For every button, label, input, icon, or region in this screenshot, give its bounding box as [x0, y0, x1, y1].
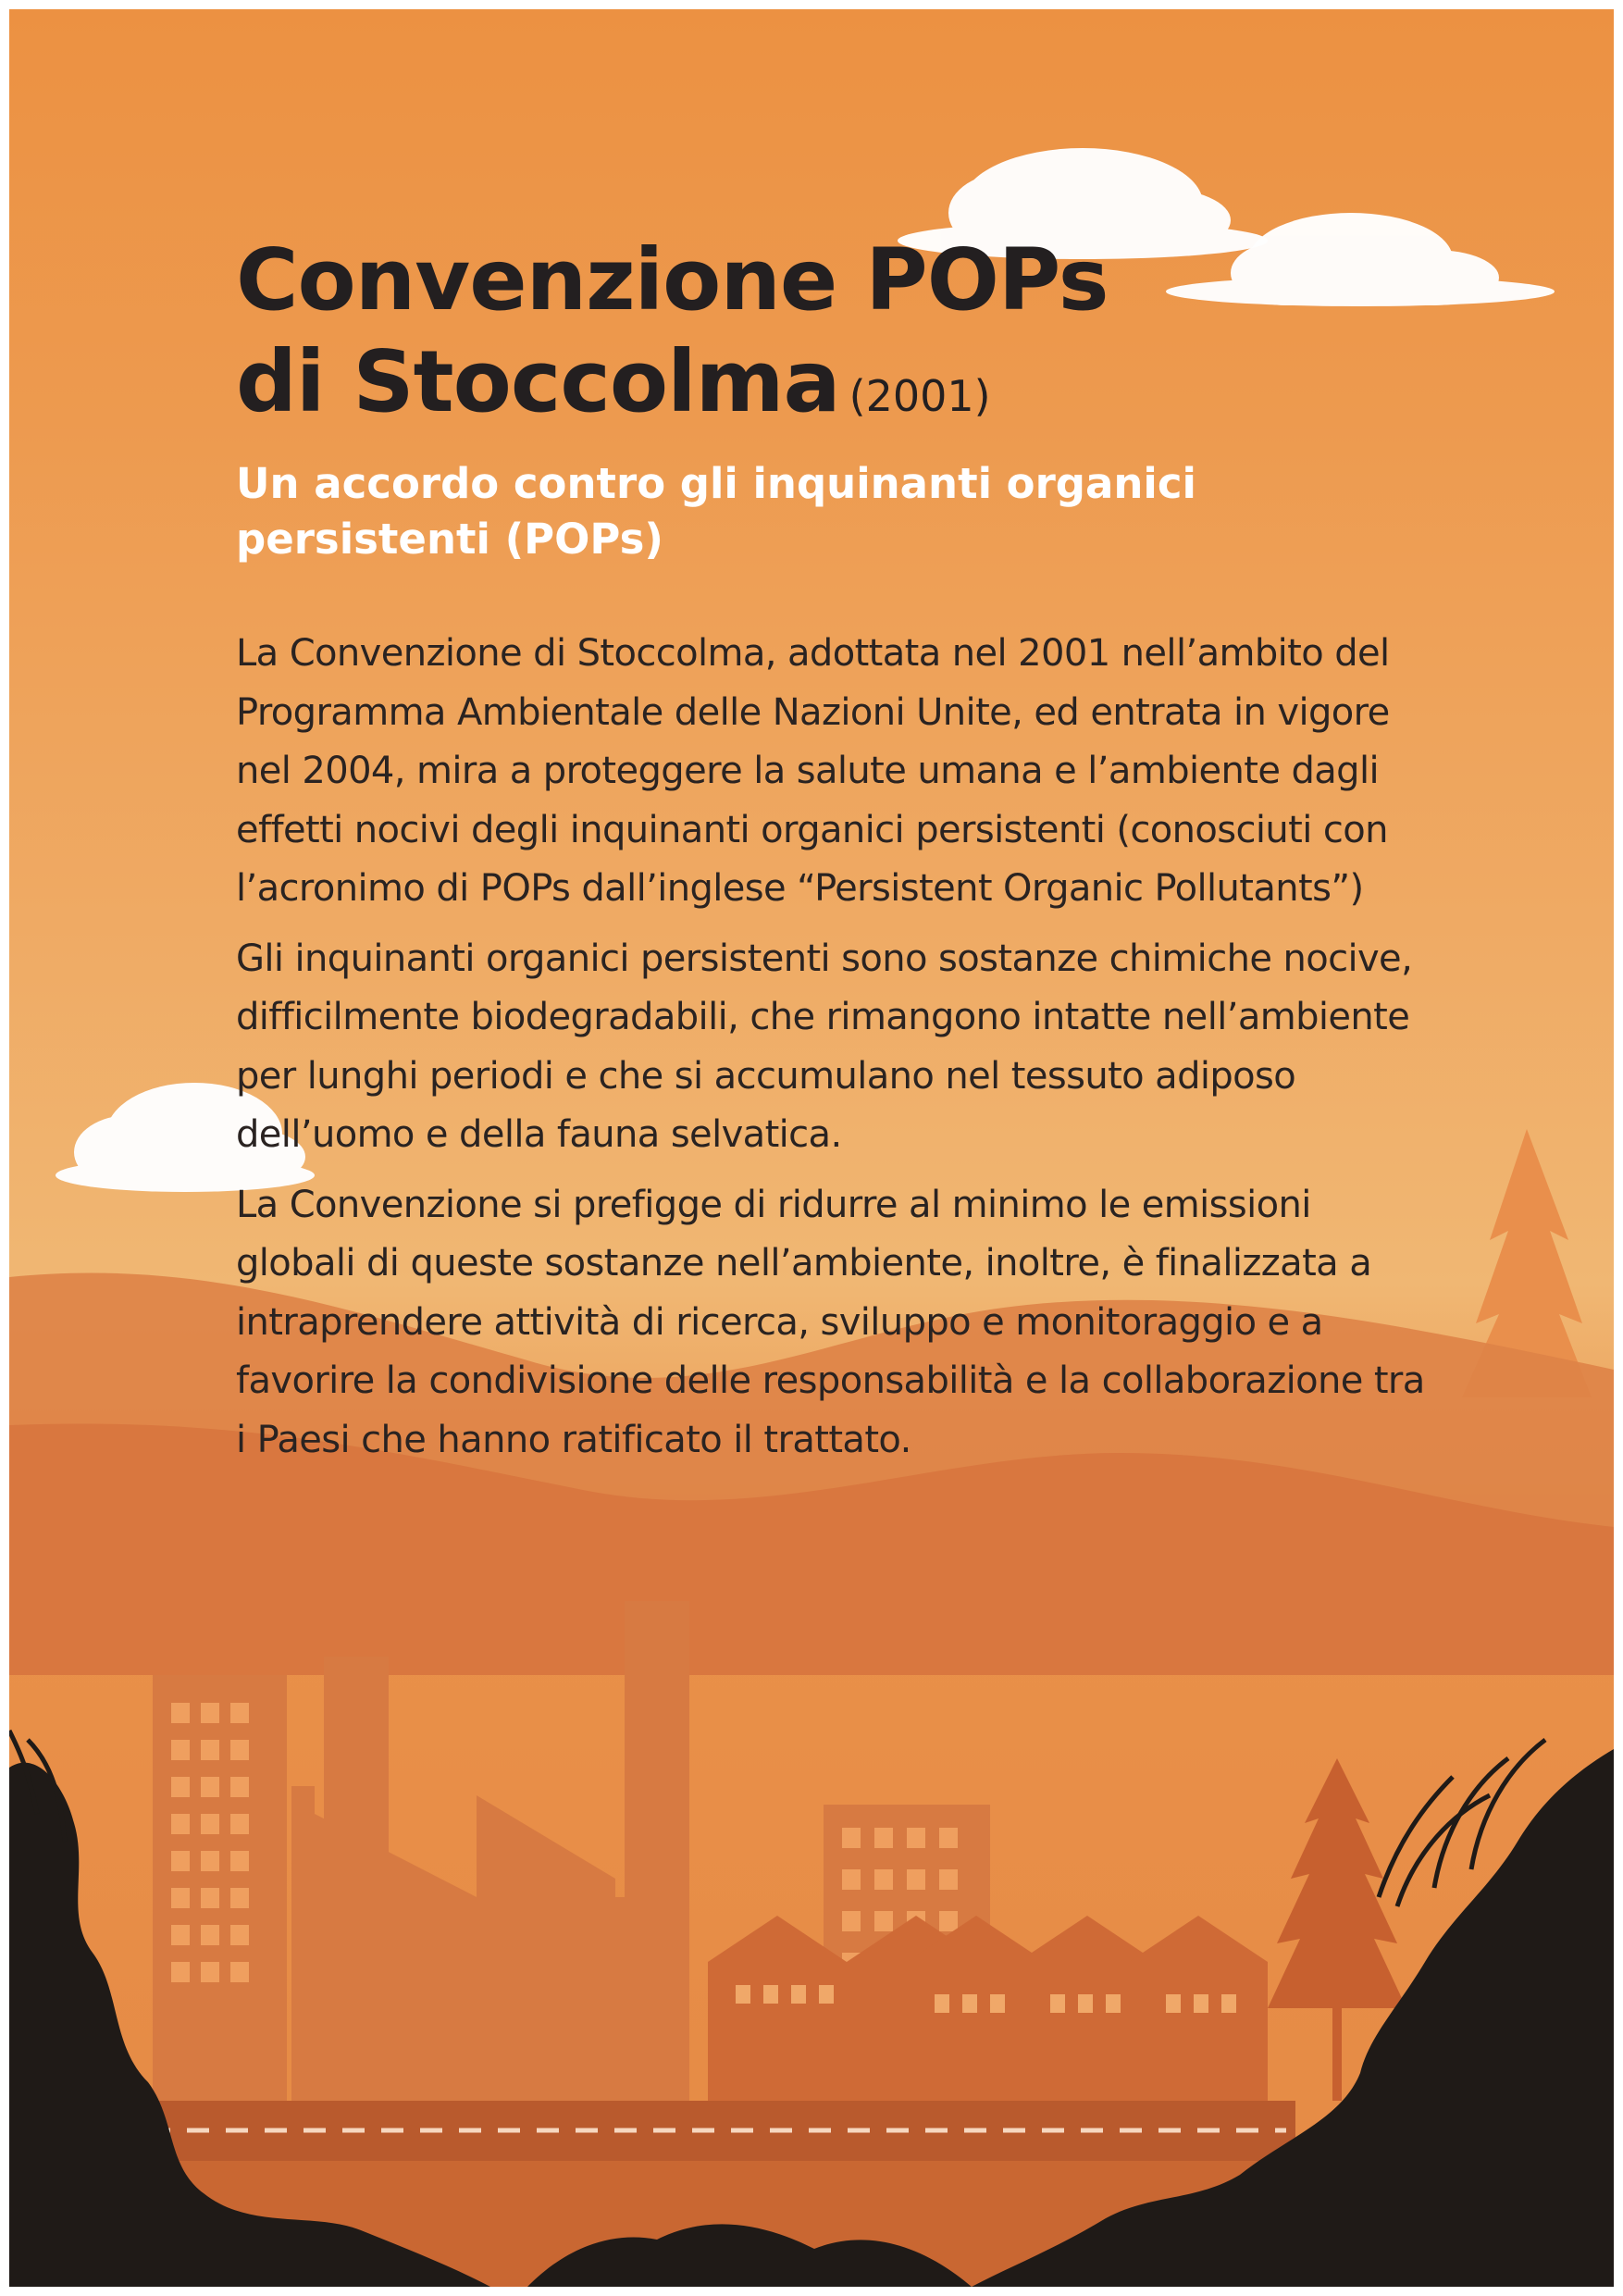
paragraph-goals: La Convenzione si prefigge di ridurre al minimo le emissioni globali di queste sostanze nell’ambiente, inoltre, è finalizzata a intraprendere attività di ricerca, sviluppo e monitoraggio e a favorire la condivisione delle responsabilità e la collaborazione tra i Paesi che hanno ratificato il trattato.: [236, 1183, 1425, 1461]
poster: [9, 9, 1614, 2287]
title-line-1: Convenzione POPs: [236, 230, 1109, 329]
paragraph-intro: La Convenzione di Stoccolma, adottata nel 2001 nell’ambito del Programma Ambientale delle Nazioni Unite, ed entrata in vigore nel 2004, mira a proteggere la salute umana e l’ambiente dagli effetti nocivi degli inquinanti organici persistenti (conosciuti con l’acronimo di POPs dall’inglese “Persistent Organic Pollutants”): [236, 632, 1390, 910]
page-title: [236, 230, 1430, 447]
title-line-2: [236, 331, 1430, 447]
subtitle: Un accordo contro gli inquinanti organici persistenti (POPs): [236, 459, 1196, 564]
paragraph-definition: Gli inquinanti organici persistenti sono sostanze chimiche nocive, difficilmente biodegradabili, che rimangono intatte nell’ambiente per lunghi periodi e che si accumulano nel tessuto adiposo dell’uomo e della fauna selvatica.: [236, 937, 1413, 1156]
title-year: (2001): [849, 371, 991, 421]
title-line-2-text: di Stoccolma: [236, 332, 840, 431]
content-block: [236, 230, 1430, 1481]
row-houses: [708, 1916, 1268, 2105]
body-text: [236, 625, 1430, 1470]
